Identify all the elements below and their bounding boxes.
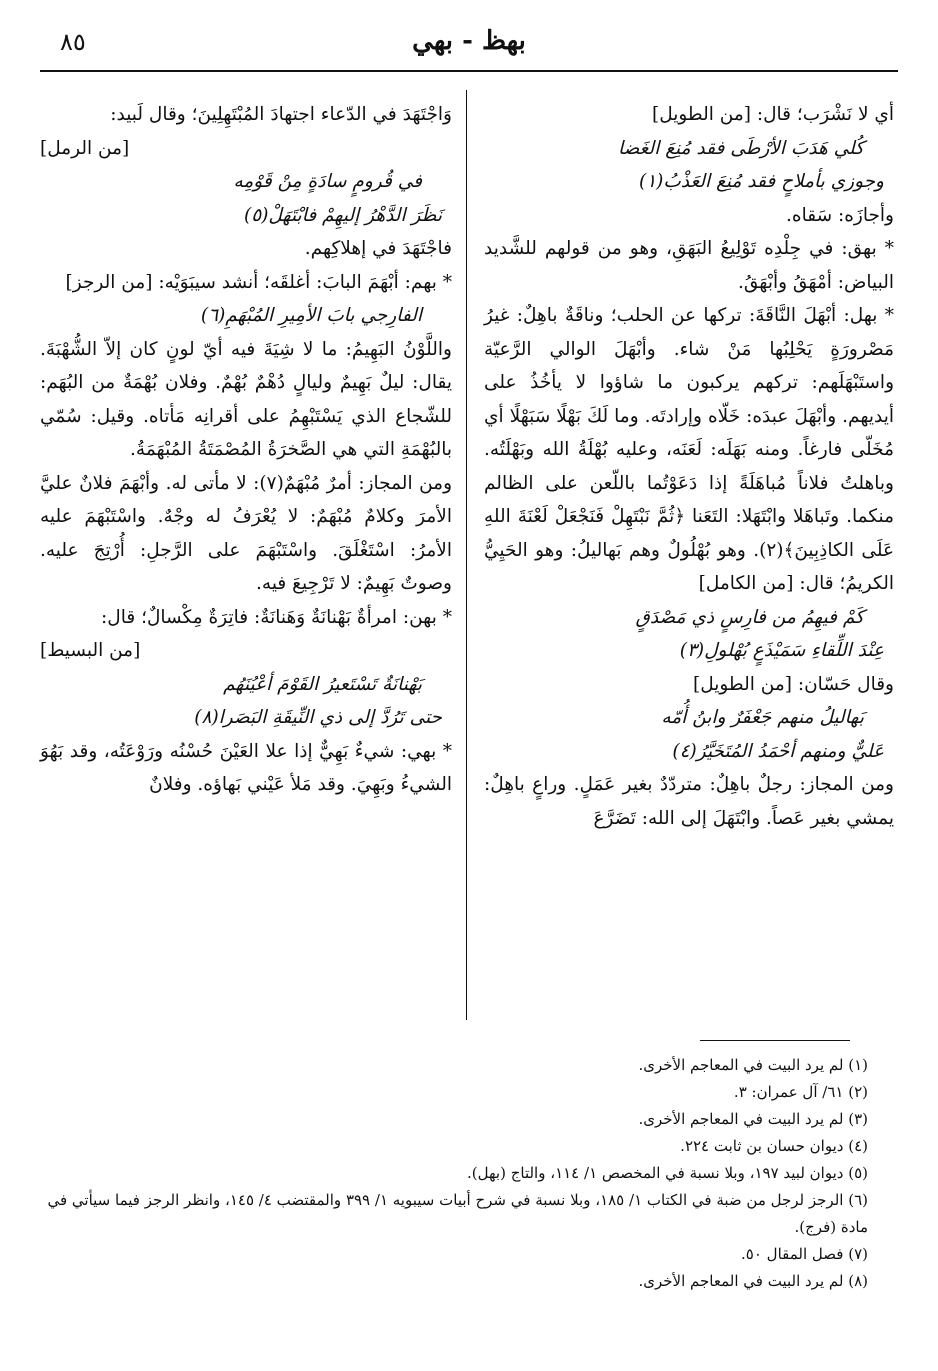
meter-label: [من الطويل] bbox=[692, 673, 792, 695]
column-divider bbox=[466, 90, 467, 1020]
running-head: بهظ - بهي bbox=[412, 26, 526, 56]
verse-hemistich: في قُرومٍ سادَةٍ مِنْ قَوْمِه bbox=[233, 171, 422, 192]
paragraph: واللَّوْنُ البَهِيمُ: ما لا شِيَةَ فيه أيّ لونٍ كان إلاّ الشُّهْبَةَ. يقال: ليلٌ بَهِيمٌ وليالٍ دُهْمٌ بُهْمٌ. وفلان بُهْمَةٌ من البُهَم: للشّجاع الذي يَسْتَبْهِمُ على أقرانِه مَأتاه. وقيل: سُمّي بالبُهْمَةِ التي هي الصَّخرَةُ المُصْمَتَةُ المُبْهَمَةُ. bbox=[40, 338, 452, 460]
meter-label: [من الطويل] bbox=[652, 104, 751, 125]
verse-hemistich: بَهاليلُ منهم جَعْفَرٌ وابنُ أُمّه bbox=[661, 707, 864, 728]
footnote: (٣) لم يرد البيت في المعاجم الأخرى. bbox=[638, 1110, 868, 1128]
paragraph: ومن المجاز: أمرٌ مُبْهَمٌ(٧): لا مأتى له. وأبْهَمَ فلانٌ عليَّ الأمرَ وكلامٌ مُبْهَمٌ: لا يُعْرَفُ له وجْهٌ. واسْتَبْهَمَ عليه الأمرُ: اسْتَغْلَقَ. واسْتَبْهَمَ على الرَّجلِ: أُرْتِجَ عليه. وصوتٌ بَهِيمٌ: لا تَرْجِيعَ فيه. bbox=[40, 472, 453, 594]
footnote: (٧) فصل المقال ٥٠. bbox=[741, 1245, 868, 1263]
right-column bbox=[484, 98, 894, 835]
meter-label: [من الكامل] bbox=[698, 573, 794, 594]
paragraph: وَاجْتَهَدَ في الدّعاء اجتهادَ المُبْتَهِلِينَ؛ وقال لَبيد: bbox=[110, 104, 452, 125]
verse-hemistich: حتى تَرُدَّ إلى ذي النِّيقَةِ البَصَرا(٨) bbox=[194, 707, 442, 728]
meter-label: [من البسيط] bbox=[40, 640, 141, 661]
page-header bbox=[40, 22, 898, 72]
entry-bhm: * بهم: أبْهَمَ البابَ: أغلقَه؛ أنشد سيبَوَيْه: [من الرجز] bbox=[65, 271, 452, 293]
verse-hemistich: بَهْنانَةٌ تَسْتَعيرُ القَوْمَ أعْيُنَهُم bbox=[223, 673, 422, 695]
paragraph: وأجازَه: سَقاه. bbox=[786, 204, 894, 226]
paragraph-text: أي لا نَشْرَب؛ قال: bbox=[756, 104, 894, 125]
left-column bbox=[40, 98, 452, 802]
entry-bhy: * بهي: شيءٌ بَهِيٌّ إذا علا العَيْنَ حُسْنُه ورَوْعَتُه، وقد بَهُوَ الشيءُ وبَهِيَ. وقد مَلأ عَيْني بَهاؤه. وفلانٌ bbox=[40, 740, 452, 795]
meter-label: [من الرمل] bbox=[40, 137, 130, 159]
verse-hemistich: عَليٌّ ومنهم أحْمَدُ المُتَخَيَّرُ(٤) bbox=[672, 740, 884, 762]
verse-hemistich: وجوزي بأملاحٍ فقد مُنِعَ العَذْبُ(١) bbox=[639, 171, 884, 192]
footnotes bbox=[40, 1052, 868, 1295]
verse-hemistich: نَظَرَ الدَّهْرُ إليهِمْ فابْتَهَلْ(٥) bbox=[244, 204, 442, 226]
paragraph bbox=[484, 98, 894, 132]
entry-bhn: * بهن: امرأةٌ بَهْنانَةٌ وَهَنانَةٌ: فاتِرَةٌ مِكْسالٌ؛ قال: bbox=[101, 606, 452, 628]
verse-hemistich: عِنْدَ اللِّقاءِ سَمَيْذَعٍ بُهْلولِ(٣) bbox=[679, 640, 884, 661]
paragraph: فاجْتَهَدَ في إهلاكِهم. bbox=[304, 238, 452, 259]
footnote: (١) لم يرد البيت في المعاجم الأخرى. bbox=[638, 1056, 868, 1074]
footnote: (٢) ٦١/ آل عمران: ٣. bbox=[733, 1083, 868, 1101]
paragraph bbox=[484, 668, 894, 702]
entry-bhq: * بهق: في جِلْدِه تَوْلِيعُ البَهَقِ، وهو من قولهم للشَّديد البياض: أمْهَقُ وأبْهَقُ. bbox=[484, 238, 894, 293]
header-rule bbox=[40, 70, 898, 72]
footnote: (٤) ديوان حسان بن ثابت ٢٢٤. bbox=[680, 1137, 868, 1155]
paragraph-text: وقال حَسّان: bbox=[797, 673, 894, 695]
paragraph: ومن المجاز: رجلٌ باهِلٌ: متردّدٌ بغير عَمَلٍ. وراعٍ باهِلٌ: يمشي بغير عَصاً. وابْتَهَلَ إلى الله: تَضَرَّعَ bbox=[484, 774, 894, 829]
verse-hemistich: الفارِجي بابَ الأمِيرِ المُبْهَمِ(٦) bbox=[200, 305, 422, 326]
footnote-rule bbox=[700, 1040, 850, 1041]
verse-hemistich: كُلي هَدَبَ الأرْطَى فقد مُنِعَ الغَضا bbox=[617, 137, 864, 159]
page-number: ٨٥ bbox=[60, 28, 86, 56]
footnote: (٦) الرجز لرجل من ضبة في الكتاب ١/ ١٨٥، وبلا نسبة في شرح أبيات سيبويه ١/ ٣٩٩ والمقتضب ٤/ ١٤٥، وانظر الرجز فيما سيأتي في مادة (فرج). bbox=[47, 1191, 868, 1236]
entry-bhl bbox=[484, 299, 894, 601]
footnote: (٨) لم يرد البيت في المعاجم الأخرى. bbox=[638, 1272, 868, 1290]
footnote: (٥) ديوان لبيد ١٩٧، وبلا نسبة في المخصص ١/ ١١٤، والتاج (بهل). bbox=[467, 1164, 868, 1182]
paragraph-text: * بهل: أبْهَلَ النَّاقَةَ: تركها عن الحلب؛ وناقَةٌ باهِلٌ: غيرُ مَصْرورَةٍ يَحْلِبُها مَنْ شاء. وأبْهَلَ الوالي الرَّعيّة واستَبْهَلَهم: تركهم يركبون ما شاؤوا لا يأخُذُ على أيديهم. وأبْهَلَ عبدَه: خَلّاه وإرادتَه. وما لَكَ بَهْلًا سَبَهْلًا أي مُخَلّى فارغاً. ومنه بَهَلَه: لَعَنَه، وعليه بُهْلَةُ الله وبَهْلَتُه. وباهلتُ فلاناً مُباهَلَةً إذا دَعَوْتُما باللّعن على الظالم منكما. وتَباهَلا وابْتَهَلا: التَعَنا ﴿ثُمَّ نَبْتَهِلْ فَنَجْعَلْ لَعْنَةَ اللهِ عَلَى الكاذِبِينَ﴾(٢). وهو بُهْلُولٌ وهم بَهاليلُ: وهو الحَيِيُّ الكريمُ؛ قال: bbox=[484, 305, 894, 594]
verse-hemistich: كَمْ فيهِمُ من فارِسٍ ذي مَصْدَقٍ bbox=[635, 606, 864, 628]
